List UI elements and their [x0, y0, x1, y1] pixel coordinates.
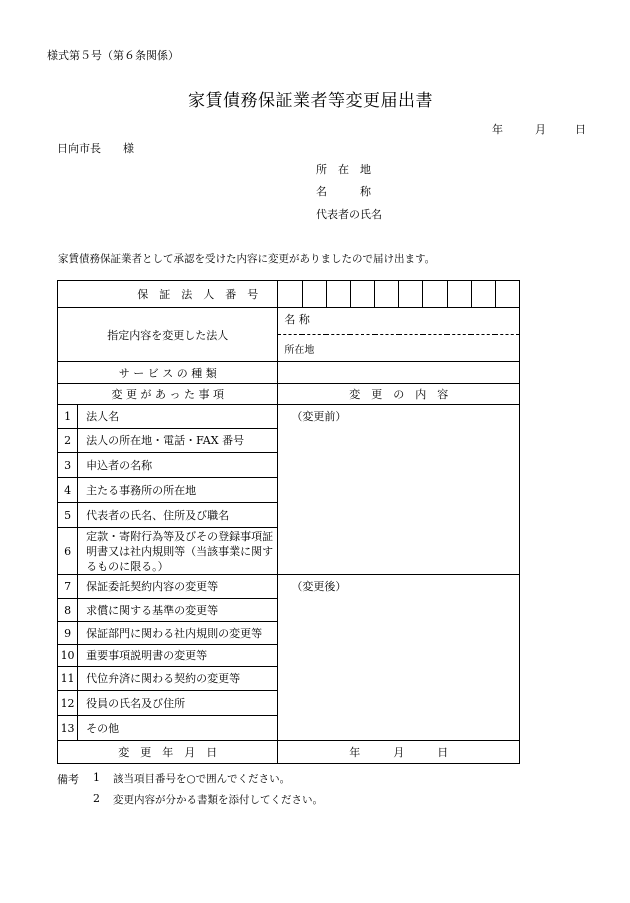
- table-row: [58, 405, 520, 429]
- guarantee-digit-9[interactable]: [471, 281, 495, 308]
- changed-items-header: 変 更 が あ っ た 事 項: [58, 384, 278, 405]
- guarantee-digit-2[interactable]: [302, 281, 326, 308]
- item-label: その他: [78, 716, 278, 741]
- after-change-field[interactable]: [278, 575, 520, 741]
- item-number: 10: [58, 645, 78, 667]
- item-number: 7: [58, 575, 78, 599]
- change-date-label: 変 更 年 月 日: [58, 741, 278, 764]
- corp-address-field[interactable]: [278, 335, 520, 362]
- item-number: 11: [58, 667, 78, 691]
- guarantee-digit-3[interactable]: [326, 281, 350, 308]
- guarantee-digit-6[interactable]: [399, 281, 423, 308]
- before-change-label: （変更前）: [291, 410, 347, 423]
- item-number: 2: [58, 429, 78, 453]
- guarantee-number-label: 保 証 法 人 番 号: [58, 281, 278, 308]
- change-date-row: [58, 741, 520, 764]
- item-number: 3: [58, 453, 78, 478]
- item-label: 代表者の氏名、住所及び職名: [78, 503, 278, 528]
- table-row: [58, 575, 520, 599]
- statement: 家賃債務保証業者として承認を受けた内容に変更がありましたので届け出ます。: [58, 253, 436, 265]
- address-label: 所 在 地: [316, 163, 371, 176]
- item-number: 13: [58, 716, 78, 741]
- item-label: 主たる事務所の所在地: [78, 478, 278, 503]
- note-number: 1: [93, 771, 100, 784]
- item-number: 4: [58, 478, 78, 503]
- guarantee-number-row: [58, 281, 520, 308]
- item-label: 求償に関する基準の変更等: [78, 599, 278, 622]
- corp-name-field[interactable]: [278, 308, 520, 335]
- corp-address-label: 所在地: [284, 344, 315, 356]
- date-month: 月: [535, 123, 546, 136]
- service-type-field[interactable]: [278, 362, 520, 384]
- item-label: 重要事項説明書の変更等: [78, 645, 278, 667]
- item-label: 代位弁済に関わる契約の変更等: [78, 667, 278, 691]
- item-number: 8: [58, 599, 78, 622]
- item-label: 申込者の名称: [78, 453, 278, 478]
- after-change-label: （変更後）: [291, 580, 347, 593]
- guarantee-digit-1[interactable]: [278, 281, 302, 308]
- change-form-table: [57, 280, 520, 764]
- notes-heading: 備考: [57, 773, 79, 786]
- item-label: 定款・寄附行為等及びその登録事項証明書又は社内規則等（当該事業に関するものに限る。）: [78, 528, 278, 575]
- document-title: 家賃債務保証業者等変更届出書: [188, 91, 433, 111]
- item-number: 12: [58, 691, 78, 716]
- service-type-label: サ ー ビ ス の 種 類: [58, 362, 278, 384]
- before-change-field[interactable]: [278, 405, 520, 575]
- name-label: 名 称: [316, 185, 371, 198]
- change-date-field[interactable]: 年 月 日: [278, 741, 520, 764]
- changed-corp-label: 指定内容を変更した法人: [58, 308, 278, 362]
- note-text: 変更内容が分かる書類を添付してください。: [113, 794, 323, 806]
- guarantee-digit-4[interactable]: [350, 281, 374, 308]
- item-number: 9: [58, 622, 78, 645]
- note-text: 該当項目番号を○で囲んでください。: [113, 773, 291, 785]
- item-number: 6: [58, 528, 78, 575]
- item-label: 法人名: [78, 405, 278, 429]
- date-day: 日: [575, 123, 586, 136]
- corp-name-label: 名 称: [284, 313, 310, 326]
- item-label: 保証部門に関わる社内規則の変更等: [78, 622, 278, 645]
- item-label: 法人の所在地・電話・FAX 番号: [78, 429, 278, 453]
- form-number: 様式第５号（第６条関係）: [47, 49, 179, 62]
- guarantee-digit-8[interactable]: [447, 281, 471, 308]
- representative-label: 代表者の氏名: [316, 208, 382, 221]
- date-year: 年: [492, 123, 503, 136]
- recipient: 日向市長 様: [57, 142, 134, 155]
- item-number: 1: [58, 405, 78, 429]
- item-number: 5: [58, 503, 78, 528]
- guarantee-digit-5[interactable]: [375, 281, 399, 308]
- item-label: 役員の氏名及び住所: [78, 691, 278, 716]
- guarantee-digit-7[interactable]: [423, 281, 447, 308]
- change-content-header: 変 更 の 内 容: [278, 384, 520, 405]
- item-label: 保証委託契約内容の変更等: [78, 575, 278, 599]
- note-number: 2: [93, 792, 100, 805]
- guarantee-digit-10[interactable]: [495, 281, 519, 308]
